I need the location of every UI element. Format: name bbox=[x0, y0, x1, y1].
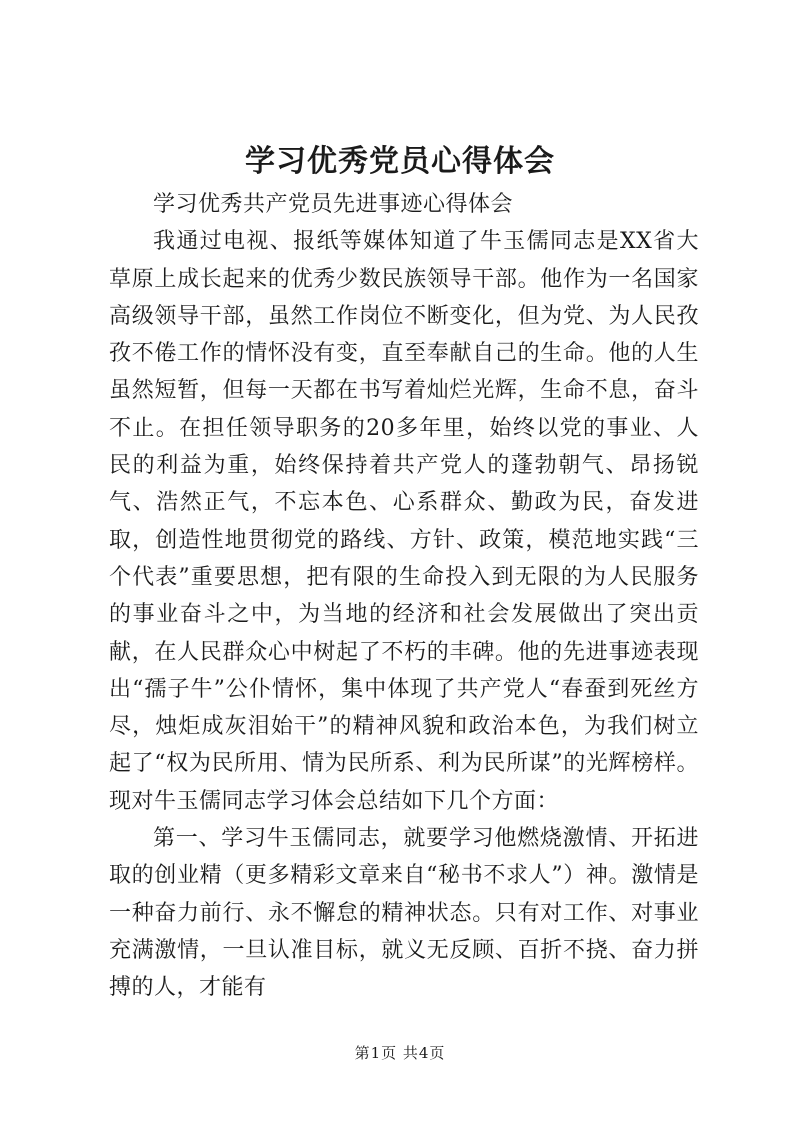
page-number-footer: 第1页 共4页 bbox=[354, 1044, 446, 1062]
body-paragraph: 第一、学习牛玉儒同志，就要学习他燃烧激情、开拓进取的创业精（更多精彩文章来自“秘书不求人”）神。激情是一种奋力前行、永不懈怠的精神状态。只有对工作、对事业充满激情，一旦认准目标，就义无反顾、百折不挠、奋力拼搏的人，才能有 bbox=[109, 826, 699, 1001]
document-title: 学习优秀党员心得体会 bbox=[245, 144, 555, 179]
subtitle-paragraph: 学习优秀共产党员先进事迹心得体会 bbox=[153, 192, 514, 217]
document-body bbox=[109, 186, 699, 1007]
body-paragraph: 我通过电视、报纸等媒体知道了牛玉儒同志是XX省大草原上成长起来的优秀少数民族领导干部。他作为一名国家高级领导干部，虽然工作岗位不断变化，但为党、为人民孜孜不倦工作的情怀没有变，直至奉献自己的生命。他的人生虽然短暂，但每一天都在书写着灿烂光辉，生命不息，奋斗不止。在担任领导职务的20多年里，始终以党的事业、人民的利益为重，始终保持着共产党人的蓬勃朝气、昂扬锐气、浩然正气，不忘本色、心系群众、勤政为民，奋发进取，创造性地贯彻党的路线、方针、政策，模范地实践“三个代表”重要思想，把有限的生命投入到无限的为人民服务的事业奋斗之中，为当地的经济和社会发展做出了突出贡献，在人民群众心中树起了不朽的丰碑。他的先进事迹表现出“孺子牛”公仆情怀，集中体现了共产党人“春蚕到死丝方尽，烛炬成灰泪始干”的精神风貌和政治本色，为我们树立起了“权为民所用、情为民所系、利为民所谋”的光辉榜样。现对牛玉儒同志学习体会总结如下几个方面： bbox=[109, 229, 699, 814]
